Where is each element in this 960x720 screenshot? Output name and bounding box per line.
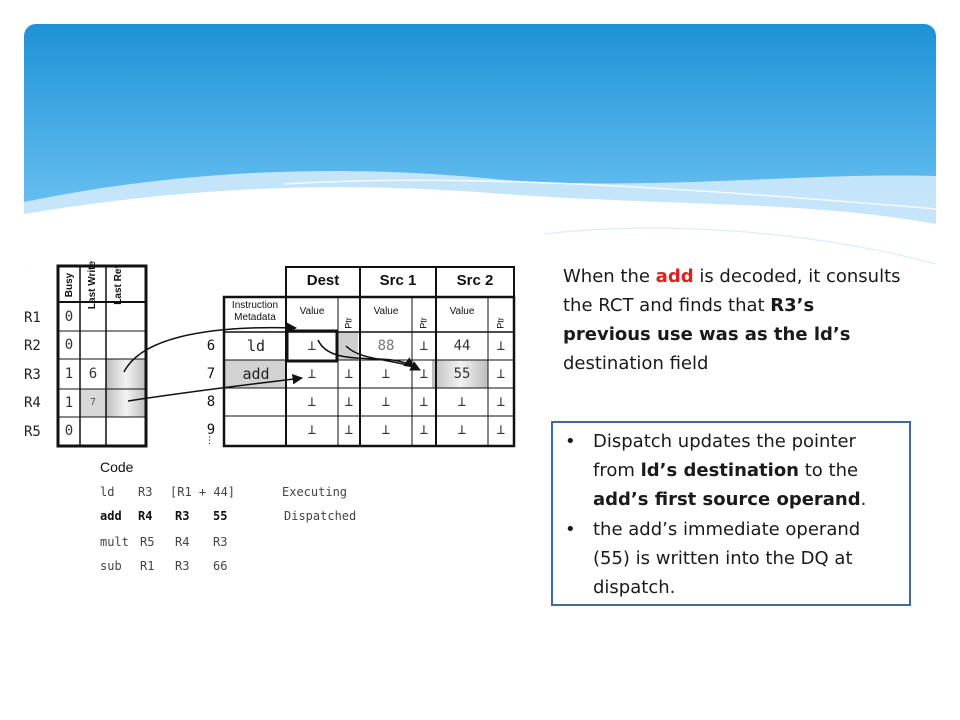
- dq-cell: ⊥: [307, 338, 317, 354]
- dq-cell: ⊥: [307, 422, 317, 438]
- dq-header-dest: Dest: [306, 272, 340, 289]
- note-bullet-2: • the add’s immediate operand (55) is written into the DQ at dispatch.: [565, 519, 861, 598]
- dq-cell: ⊥: [496, 422, 506, 438]
- dq-cell: ⊥: [381, 366, 391, 382]
- explanation-text: When the add is decoded, it consults the RCT and finds that R3’s previous use was as the ld’s destination field: [563, 266, 901, 374]
- note-box: [551, 421, 911, 606]
- dq-cell: ⊥: [381, 394, 391, 410]
- dq-subheader-value: Value: [373, 306, 399, 317]
- rct-header-last-write: Last Write: [87, 260, 98, 310]
- rct-header-last-ref: Last Ref: [113, 265, 124, 305]
- dq-cell: ⊥: [419, 366, 429, 382]
- dq-row-index: 8: [206, 394, 216, 410]
- dq-cell: ⊥: [344, 394, 354, 410]
- rct-busy-r1: 0: [64, 309, 74, 325]
- dq-header-metadata: Instruction Metadata: [231, 300, 279, 323]
- dq-cell: ⊥: [457, 422, 467, 438]
- note-bullet-1: • Dispatch updates the pointer from ld’s destination to the add’s first source operand.: [565, 431, 867, 510]
- code-line-ld: ld R3 [R1 + 44] Executing: [100, 485, 348, 499]
- code-line-sub: sub R1 R3 66: [100, 559, 228, 573]
- dq-cell: ⊥: [496, 366, 506, 382]
- rct-busy-r2: 0: [64, 337, 74, 353]
- dq-cell: 44: [453, 338, 471, 354]
- reg-label-r3: R3: [24, 367, 41, 383]
- dq-row-index: 9: [206, 422, 216, 438]
- dq-cell: ⊥: [457, 394, 467, 410]
- dq-cell: ⊥: [344, 366, 354, 382]
- rct-last-write-r3: 6: [88, 366, 98, 382]
- dq-subheader-ptr: Ptr: [343, 317, 354, 329]
- code-line-mult: mult R5 R4 R3: [100, 535, 228, 549]
- dq-cell: ⊥: [419, 422, 429, 438]
- reg-label-r1: R1: [24, 310, 41, 326]
- dq-cell: ⊥: [381, 422, 391, 438]
- dq-header-src2: Src 2: [456, 272, 494, 289]
- dq-more-rows-indicator: ⋮: [205, 436, 214, 446]
- rct-busy-r5: 0: [64, 423, 74, 439]
- dq-instr-add: add: [242, 365, 270, 383]
- code-line-add: add R4 R3 55 Dispatched: [100, 509, 357, 523]
- dq-cell: ⊥: [307, 366, 317, 382]
- dq-cell: ⊥: [419, 394, 429, 410]
- dq-subheader-ptr: Ptr: [418, 317, 429, 329]
- rct-cell-highlight: [106, 389, 146, 417]
- dq-cell: ⊥: [307, 394, 317, 410]
- rct-cell-highlight: [106, 359, 146, 389]
- dq-cell: ⊥: [496, 394, 506, 410]
- dq-cell: 55: [453, 366, 471, 382]
- reg-label-r5: R5: [24, 424, 41, 440]
- rct-last-write-r4: 7: [89, 397, 97, 408]
- dq-instr-ld: ld: [246, 337, 266, 355]
- rct-busy-r3: 1: [64, 366, 74, 382]
- dq-subheader-value: Value: [449, 306, 475, 317]
- dq-header-src1: Src 1: [379, 272, 417, 289]
- dq-subheader-ptr: Ptr: [495, 317, 506, 329]
- rct-header-busy: Busy: [64, 272, 75, 298]
- dq-row-index: 7: [206, 366, 216, 382]
- rct-busy-r4: 1: [64, 395, 74, 411]
- dq-subheader-value: Value: [299, 306, 325, 317]
- dq-cell: ⊥: [344, 422, 354, 438]
- reg-label-r2: R2: [24, 338, 41, 354]
- dq-cell: ⊥: [496, 338, 506, 354]
- highlight-add: add: [655, 266, 694, 287]
- reg-label-r4: R4: [24, 395, 41, 411]
- dq-row-index: 6: [206, 338, 216, 354]
- code-title: Code: [100, 459, 134, 475]
- dq-cell: 88: [377, 338, 395, 354]
- dq-cell: ⊥: [419, 338, 429, 354]
